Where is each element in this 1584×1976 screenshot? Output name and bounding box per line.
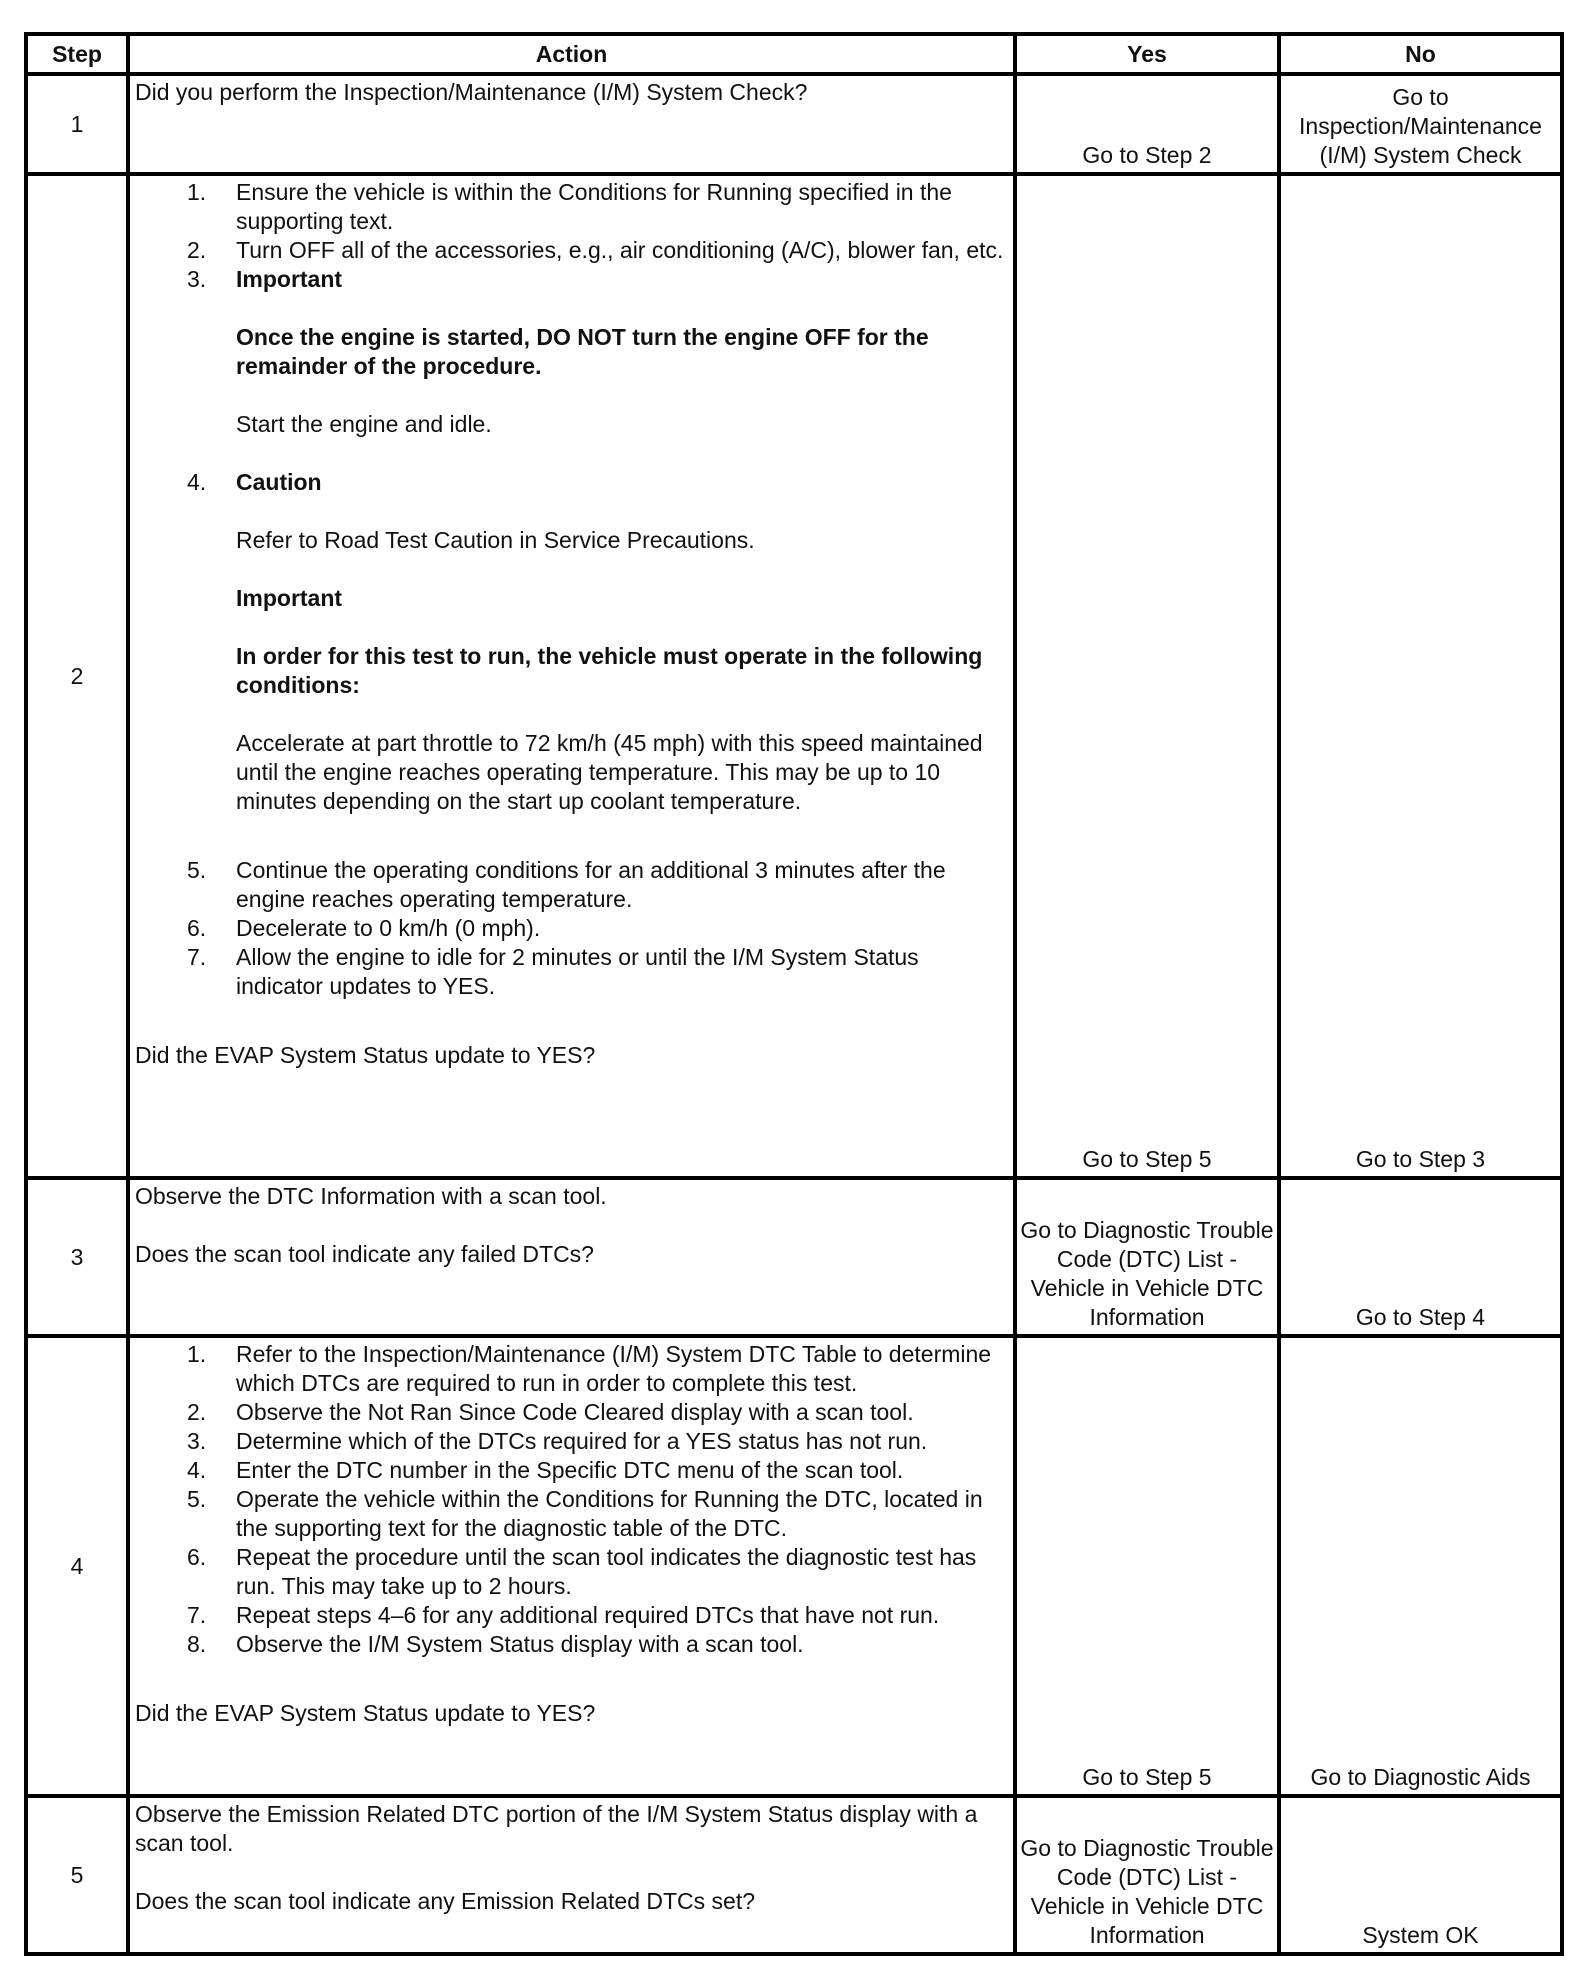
caution-label: Caution xyxy=(236,469,322,495)
item-number: 6. xyxy=(187,1544,207,1570)
action-text: Observe the Emission Related DTC portion of the I/M System Status display with a scan tool. xyxy=(135,1801,978,1856)
item-text: Continue the operating conditions for an additional 3 minutes after the engine reaches operating temperature. xyxy=(236,857,946,912)
item-number: 6. xyxy=(187,915,207,941)
item-text: Repeat steps 4–6 for any additional required DTCs that have not run. xyxy=(236,1602,940,1628)
action-cell xyxy=(128,174,1015,1178)
yes-result: Go to Diagnostic Trouble Code (DTC) List - Vehicle in Vehicle DTC Information xyxy=(1015,1178,1279,1336)
question-text: Does the scan tool indicate any Emission Related DTCs set? xyxy=(135,1888,756,1914)
item-text: Operate the vehicle within the Conditions for Running the DTC, located in the supporting text for the diagnostic table of the DTC. xyxy=(236,1486,983,1541)
list-item xyxy=(135,1485,1009,1543)
step-row-4 xyxy=(26,1336,1562,1796)
important-text: Once the engine is started, DO NOT turn the engine OFF for the remainder of the procedure. xyxy=(236,324,929,379)
action-text: Observe the DTC Information with a scan tool. xyxy=(135,1183,607,1209)
diagnostic-table xyxy=(24,32,1564,1956)
list-item xyxy=(135,1601,1009,1630)
step-number: 4 xyxy=(26,1336,128,1796)
item-number: 5. xyxy=(187,1486,207,1512)
no-result: Go to Step 4 xyxy=(1279,1178,1562,1336)
no-result: Go to Step 3 xyxy=(1279,174,1562,1178)
list-item xyxy=(135,1398,1009,1427)
no-result: Go to Diagnostic Aids xyxy=(1279,1336,1562,1796)
list-item xyxy=(135,1340,1009,1398)
action-cell xyxy=(128,1178,1015,1336)
header-row xyxy=(26,34,1562,74)
list-item xyxy=(135,178,1009,236)
action-cell xyxy=(128,74,1015,174)
item-text: Determine which of the DTCs required for a YES status has not run. xyxy=(236,1428,928,1454)
item-number: 2. xyxy=(187,237,207,263)
item-text: Decelerate to 0 km/h (0 mph). xyxy=(236,915,541,941)
item-number: 8. xyxy=(187,1631,207,1657)
step-row-5 xyxy=(26,1796,1562,1954)
step-number: 2 xyxy=(26,174,128,1178)
list-item xyxy=(135,236,1009,265)
item-text: Ensure the vehicle is within the Conditions for Running specified in the supporting text. xyxy=(236,179,952,234)
header-action: Action xyxy=(128,34,1015,74)
yes-result: Go to Step 2 xyxy=(1015,74,1279,174)
question-text: Did the EVAP System Status update to YES? xyxy=(135,1700,596,1726)
header-step: Step xyxy=(26,34,128,74)
step-number: 1 xyxy=(26,74,128,174)
yes-result: Go to Step 5 xyxy=(1015,174,1279,1178)
procedure-list xyxy=(135,1340,1009,1659)
item-text: Observe the I/M System Status display with a scan tool. xyxy=(236,1631,804,1657)
action-cell xyxy=(128,1336,1015,1796)
list-item xyxy=(135,1630,1009,1659)
important-label: Important xyxy=(236,585,343,611)
item-number: 3. xyxy=(187,266,207,292)
item-text: Turn OFF all of the accessories, e.g., air conditioning (A/C), blower fan, etc. xyxy=(236,237,1004,263)
question-text: Did the EVAP System Status update to YES? xyxy=(135,1042,596,1068)
item-text: Enter the DTC number in the Specific DTC menu of the scan tool. xyxy=(236,1457,904,1483)
item-number: 1. xyxy=(187,179,207,205)
item-number: 7. xyxy=(187,944,207,970)
step-row-2 xyxy=(26,174,1562,1178)
item-text: Start the engine and idle. xyxy=(236,411,492,437)
item-number: 1. xyxy=(187,1341,207,1367)
header-yes: Yes xyxy=(1015,34,1279,74)
list-item xyxy=(135,1456,1009,1485)
step-number: 5 xyxy=(26,1796,128,1954)
item-text: Refer to the Inspection/Maintenance (I/M) System DTC Table to determine which DTCs are required to run in order to complete this test. xyxy=(236,1341,992,1396)
list-item xyxy=(135,468,1009,816)
important-text: In order for this test to run, the vehicle must operate in the following conditions: xyxy=(236,643,983,698)
item-text: Accelerate at part throttle to 72 km/h (45 mph) with this speed maintained until the engine reaches operating temperature. This may be up to 10 minutes depending on the start up coolant temperature. xyxy=(236,730,983,814)
important-label: Important xyxy=(236,266,343,292)
item-text: Repeat the procedure until the scan tool indicates the diagnostic test has run. This may take up to 2 hours. xyxy=(236,1544,977,1599)
step-number: 3 xyxy=(26,1178,128,1336)
step-row-3 xyxy=(26,1178,1562,1336)
no-result: System OK xyxy=(1279,1796,1562,1954)
no-result: Go to Inspection/Maintenance (I/M) System Check xyxy=(1279,74,1562,174)
question-text: Did you perform the Inspection/Maintenance (I/M) System Check? xyxy=(135,79,808,105)
question-text: Does the scan tool indicate any failed DTCs? xyxy=(135,1241,594,1267)
item-number: 3. xyxy=(187,1428,207,1454)
list-item xyxy=(135,914,1009,943)
list-item xyxy=(135,1543,1009,1601)
list-item xyxy=(135,856,1009,914)
step-row-1 xyxy=(26,74,1562,174)
item-number: 4. xyxy=(187,469,207,495)
item-text: Observe the Not Ran Since Code Cleared display with a scan tool. xyxy=(236,1399,914,1425)
item-number: 5. xyxy=(187,857,207,883)
list-item xyxy=(135,1427,1009,1456)
item-number: 2. xyxy=(187,1399,207,1425)
procedure-list xyxy=(135,178,1009,1001)
item-number: 4. xyxy=(187,1457,207,1483)
yes-result: Go to Diagnostic Trouble Code (DTC) List - Vehicle in Vehicle DTC Information xyxy=(1015,1796,1279,1954)
list-item xyxy=(135,265,1009,439)
list-item xyxy=(135,943,1009,1001)
header-no: No xyxy=(1279,34,1562,74)
caution-text: Refer to Road Test Caution in Service Precautions. xyxy=(236,527,755,553)
action-cell xyxy=(128,1796,1015,1954)
yes-result: Go to Step 5 xyxy=(1015,1336,1279,1796)
item-text: Allow the engine to idle for 2 minutes or until the I/M System Status indicator updates to YES. xyxy=(236,944,919,999)
item-number: 7. xyxy=(187,1602,207,1628)
